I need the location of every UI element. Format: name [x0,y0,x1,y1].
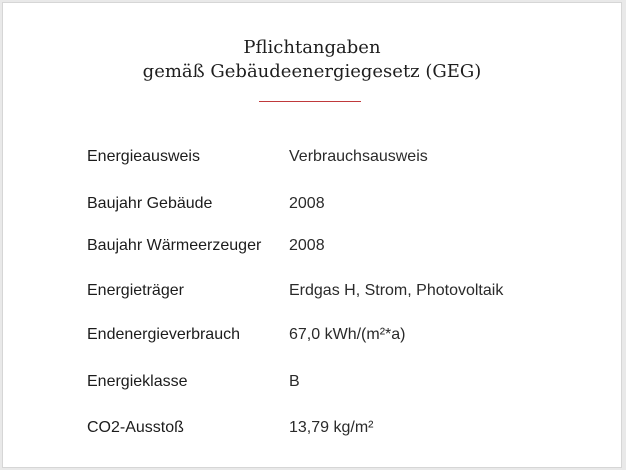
row-label: Energieklasse [87,373,188,390]
row-label: Endenergieverbrauch [87,326,240,343]
table-row-baujahr-gebaeude [87,195,607,217]
table-row-energietraeger [87,282,607,304]
row-label: Energieträger [87,282,184,299]
table-row-endenergieverbrauch [87,326,607,348]
row-value: Erdgas H, Strom, Photovoltaik [289,282,504,299]
row-value: 13,79 kg/m² [289,419,374,436]
table-row-baujahr-waermeerzeuger [87,237,607,259]
row-label: Baujahr Wärmeerzeuger [87,237,262,254]
row-value: B [289,373,300,390]
row-value: 2008 [289,195,325,212]
table-row-co2-ausstoss [87,419,607,441]
title-line-1: Pflichtangaben [243,37,381,58]
row-value: 2008 [289,237,325,254]
table-row-energieklasse [87,373,607,395]
title-divider [259,101,361,102]
page-title [3,36,621,84]
row-label: Baujahr Gebäude [87,195,213,212]
row-value: 67,0 kWh/(m²*a) [289,326,406,343]
row-label: Energieausweis [87,148,200,165]
table-row-energieausweis [87,148,607,170]
geg-info-card [2,2,622,468]
title-line-2: gemäß Gebäudeenergiegesetz (GEG) [142,61,482,82]
row-label: CO2-Ausstoß [87,419,184,436]
row-value: Verbrauchsausweis [289,148,428,165]
